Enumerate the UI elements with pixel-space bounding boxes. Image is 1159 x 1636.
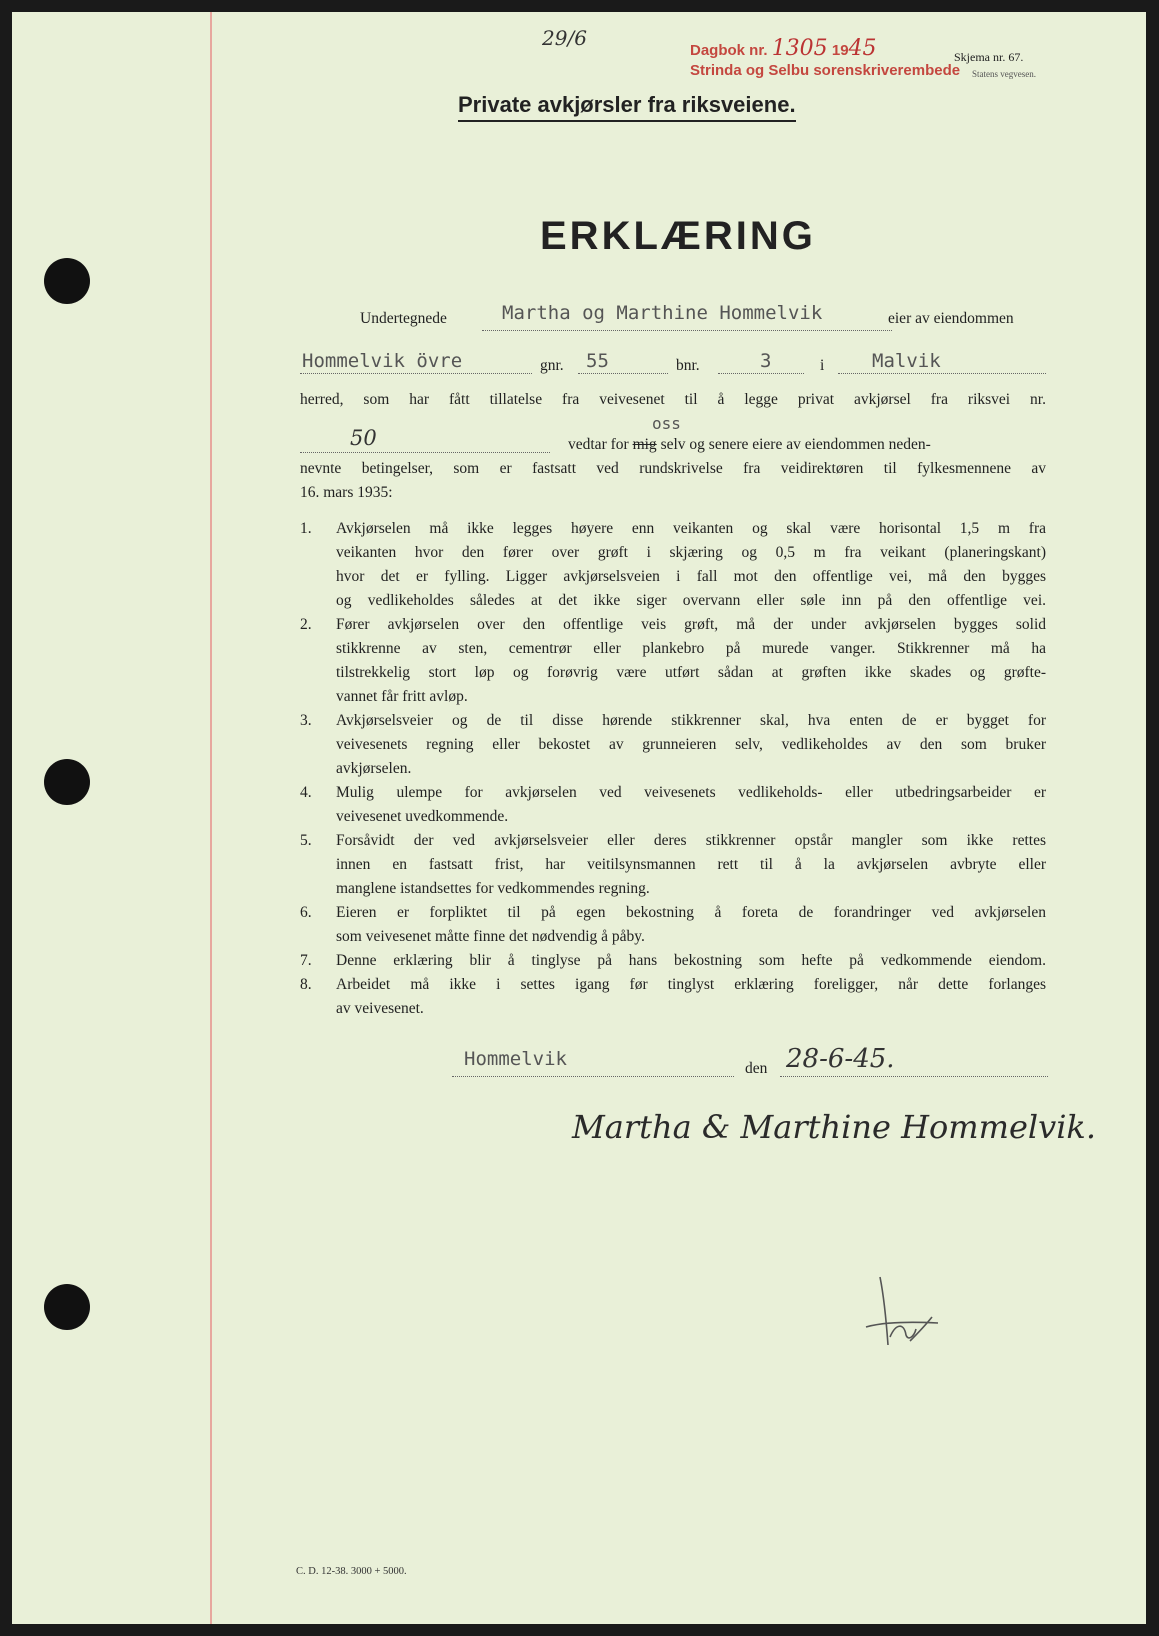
place-underline (452, 1076, 734, 1077)
stamp-year-prefix: 19 (831, 42, 849, 59)
condition-line: Mulig ulempe for avkjørselen ved veivesenets vedlikeholds- eller utbedringsarbeider er (336, 784, 1046, 801)
gnr-value: 55 (586, 350, 609, 372)
condition-line: Forsåvidt der ved avkjørselsveier eller deres stikkrenner opstår mangler som ikke rettes (336, 832, 1046, 849)
undertegnede-label: Undertegnede (360, 310, 447, 327)
condition-line: Eieren er forpliktet til på egen bekostning å foreta de forandringer ved avkjørselen (336, 904, 1046, 921)
stamp-number: 1305 (771, 36, 828, 61)
condition-number: 6. (300, 904, 312, 921)
signing-date: 28-6-45. (786, 1044, 895, 1074)
condition-line: som veivesenet måtte finne det nødvendig å påby. (336, 928, 645, 945)
vedtar-text: vedtar for (568, 436, 629, 453)
punch-hole (44, 759, 90, 805)
undertegnede-value: Martha og Marthine Hommelvik (502, 302, 823, 324)
condition-number: 2. (300, 616, 312, 633)
riksvei-number: 50 (350, 426, 377, 450)
condition-line: av veivesenet. (336, 1000, 424, 1017)
handwritten-date: 29/6 (542, 26, 587, 50)
condition-line: Avkjørselen må ikke legges høyere enn veikanten og skal være horisontal 1,5 m fra (336, 520, 1046, 537)
condition-line: Arbeidet må ikke i settes igang før tinglyst erklæring foreligger, når dette forlanges (336, 976, 1046, 993)
property-underline (300, 373, 532, 374)
gnr-underline (578, 373, 668, 374)
condition-line: veikanten hvor den fører over grøft i skjæring og 0,5 m fra veikant (planeringskant) (336, 544, 1046, 561)
condition-line: avkjørselen. (336, 760, 412, 777)
vedtar-line (568, 436, 931, 454)
condition-line: Avkjørselsveier og de til disse hørende stikkrenner skal, hva enten de er bygget for (336, 712, 1046, 729)
date-line: 16. mars 1935: (300, 484, 393, 501)
condition-line: veivesenets regning eller bekostet av grunneieren selv, vedlikeholdes av den som bruker (336, 736, 1046, 753)
property-name: Hommelvik övre (302, 350, 463, 372)
main-title: Private avkjørsler fra riksveiene. (458, 92, 796, 122)
stamp-label: Dagbok nr. (690, 42, 768, 59)
condition-line: veivesenet uvedkommende. (336, 808, 509, 825)
print-code: C. D. 12-38. 3000 + 5000. (296, 1566, 407, 1577)
vedtar-rest: selv og senere eiere av eiendommen neden- (660, 436, 931, 453)
mig-struck: mig (632, 436, 657, 453)
i-label: i (820, 357, 825, 374)
initials-mark (860, 1267, 950, 1357)
herred-text: herred, som har fått tillatelse fra veivesenet til å legge privat avkjørsel fra riksvei nr. (300, 391, 1046, 408)
den-label: den (745, 1060, 768, 1077)
gnr-label: gnr. (540, 357, 564, 374)
condition-number: 5. (300, 832, 312, 849)
riksvei-underline (300, 452, 550, 453)
date-underline (780, 1076, 1048, 1077)
nevnte-line: nevnte betingelser, som er fastsatt ved rundskrivelse fra veidirektøren til fylkesmennene av (300, 460, 1046, 477)
punch-hole (44, 1284, 90, 1330)
condition-line: tilstrekkelig stort løp og forøvrig være utført sådan at grøften ikke skades og grøfte- (336, 664, 1046, 681)
bnr-label: bnr. (676, 357, 700, 374)
condition-line: Denne erklæring blir å tinglyse på hans bekostning som hefte på vedkommende eiendom. (336, 952, 1046, 969)
condition-number: 7. (300, 952, 312, 969)
condition-number: 3. (300, 712, 312, 729)
condition-number: 8. (300, 976, 312, 993)
undertegnede-underline (482, 330, 892, 331)
oss-correction: oss (652, 414, 681, 433)
municipality-underline (838, 373, 1046, 374)
form-number: Skjema nr. 67. (954, 50, 1024, 64)
condition-line: innen en fastsatt frist, har veitilsynsmannen rett til å la avkjørselen avbryte eller (336, 856, 1046, 873)
condition-line: hvor det er fylling. Ligger avkjørselsveien i fall mot den offentlige vei, må den bygges (336, 568, 1046, 585)
condition-line: og vedlikeholdes således at det ikke siger overvann eller søle inn på den offentlige vei. (336, 592, 1046, 609)
condition-number: 1. (300, 520, 312, 537)
document-page (12, 12, 1146, 1624)
condition-line: vannet får fritt avløp. (336, 688, 468, 705)
journal-stamp-line2: Strinda og Selbu sorenskriverembede (690, 62, 961, 79)
condition-line: manglene istandsettes for vedkommendes regning. (336, 880, 650, 897)
condition-number: 4. (300, 784, 312, 801)
bnr-value: 3 (760, 350, 772, 372)
margin-line (210, 12, 212, 1624)
form-issuer: Statens vegvesen. (972, 69, 1036, 79)
municipality: Malvik (872, 350, 941, 372)
condition-line: stikkrenne av sten, cementrør eller plankebro på murede vanger. Stikkrenner må ha (336, 640, 1046, 657)
bnr-underline (718, 373, 804, 374)
journal-stamp-line1 (690, 36, 877, 61)
stamp-year: 45 (848, 36, 877, 61)
signature: Martha & Marthine Hommelvik. (572, 1108, 1096, 1146)
condition-line: Fører avkjørselen over den offentlige veis grøft, må der under avkjørselen bygges solid (336, 616, 1046, 633)
document-title: ERKLÆRING (540, 214, 816, 258)
punch-hole (44, 258, 90, 304)
signing-place: Hommelvik (464, 1048, 567, 1070)
eier-label: eier av eiendommen (888, 310, 1014, 327)
